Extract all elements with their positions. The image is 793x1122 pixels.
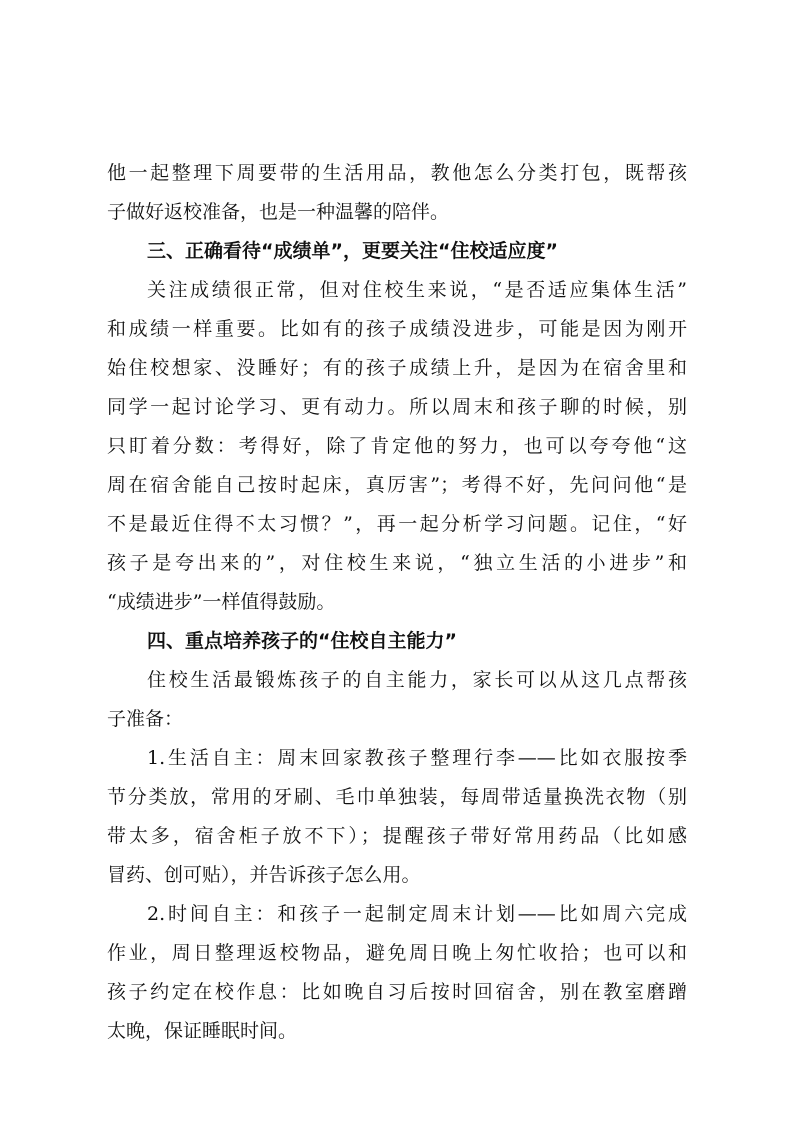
text-line: 太晚，保证睡眠时间。: [107, 1020, 298, 1042]
paragraph-continuation: [107, 154, 687, 232]
text-line: 子准备：: [107, 708, 184, 730]
text-line: 子做好返校准备，也是一种温馨的陪伴。: [107, 201, 450, 223]
section-heading-3: 三、正确看待“成绩单”，更要关注“住校适应度”: [147, 240, 558, 262]
text-line: 和成绩一样重要。比如有的孩子成绩没进步，可能是因为刚开: [107, 318, 687, 340]
text-line: 作业，周日整理返校物品，避免周日晚上匆忙收拾；也可以和: [107, 942, 687, 964]
paragraph-intro: [107, 661, 687, 739]
text-line: 周在宿舍能自己按时起床，真厉害”；考得不好，先问问他“是: [107, 474, 687, 496]
text-line: 始住校想家、没睡好；有的孩子成绩上升，是因为在宿舍里和: [107, 357, 687, 379]
text-line: 1.生活自主：周末回家教孩子整理行李——比如衣服按季: [147, 747, 687, 769]
text-line: 2.时间自主：和孩子一起制定周末计划——比如周六完成: [147, 903, 687, 925]
text-line: 带太多，宿舍柜子放不下）；提醒孩子带好常用药品（比如感: [107, 825, 687, 847]
list-item-life-autonomy: [107, 739, 687, 895]
document-page: [107, 154, 687, 1051]
text-line: 住校生活最锻炼孩子的自主能力，家长可以从这几点帮孩: [147, 669, 687, 691]
text-line: “成绩进步”一样值得鼓励。: [107, 591, 336, 613]
text-line: 节分类放，常用的牙刷、毛巾单独装，每周带适量换洗衣物（别: [107, 786, 687, 808]
text-line: 同学一起讨论学习、更有动力。所以周末和孩子聊的时候，别: [107, 396, 687, 418]
text-line: 孩子是夸出来的”，对住校生来说，“独立生活的小进步”和: [107, 552, 687, 574]
text-line: 关注成绩很正常，但对住校生来说，“是否适应集体生活”: [147, 279, 687, 301]
paragraph-grades: [107, 271, 687, 622]
text-line: 只盯着分数：考得好，除了肯定他的努力，也可以夸夸他“这: [107, 435, 687, 457]
list-item-time-autonomy: [107, 895, 687, 1051]
text-line: 冒药、创可贴），并告诉孩子怎么用。: [107, 864, 421, 886]
section-heading-4: 四、重点培养孩子的“住校自主能力”: [147, 630, 457, 652]
text-line: 不是最近住得不太习惯？”，再一起分析学习问题。记住，“好: [107, 513, 687, 535]
text-line: 孩子约定在校作息：比如晚自习后按时回宿舍，别在教室磨蹭: [107, 981, 687, 1003]
text-line: 他一起整理下周要带的生活用品，教他怎么分类打包，既帮孩: [107, 162, 687, 184]
